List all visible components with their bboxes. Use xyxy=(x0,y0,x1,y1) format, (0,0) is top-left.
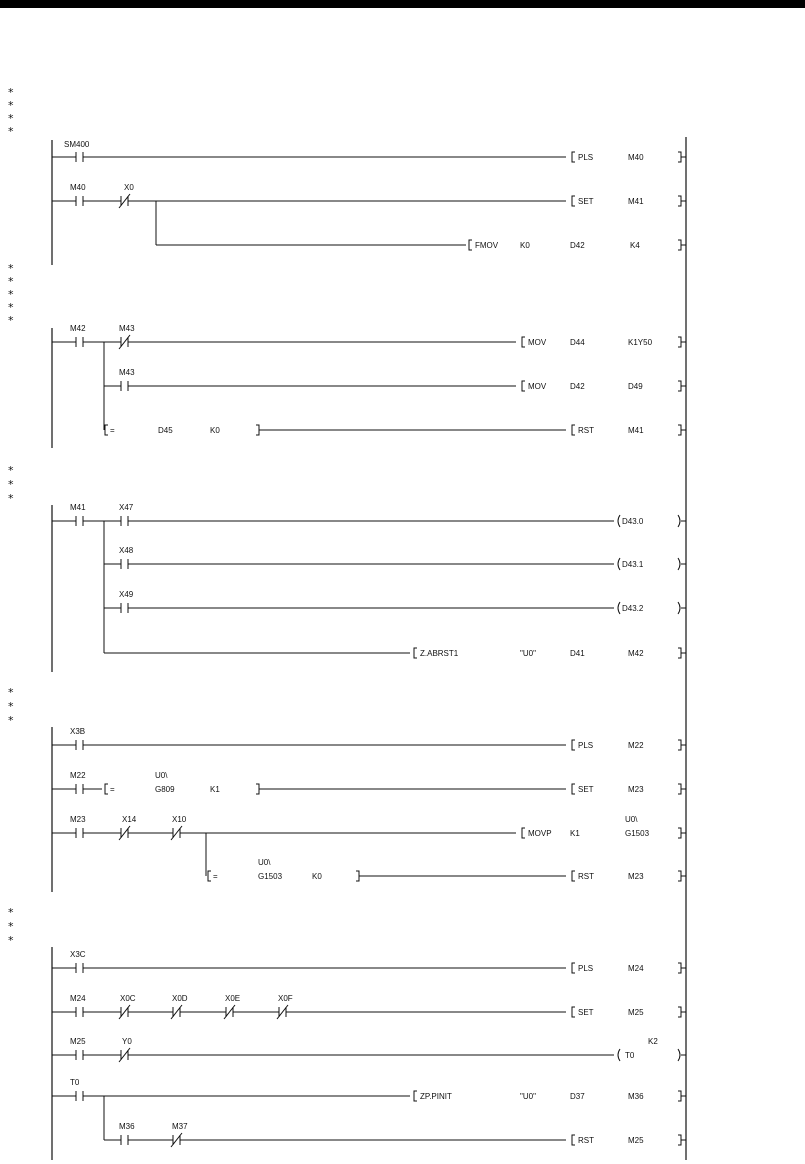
comment-marker: * xyxy=(8,112,14,125)
rung-9 xyxy=(52,994,686,1019)
contact-label: X49 xyxy=(119,590,134,599)
comment-marker: * xyxy=(8,99,14,112)
contact-label: M22 xyxy=(70,771,86,780)
comment-marker: * xyxy=(8,492,14,505)
instruction-op: RST xyxy=(578,426,594,435)
comment-marker: * xyxy=(8,275,14,288)
instruction-op: SET xyxy=(578,197,594,206)
instruction-operand: K0 xyxy=(520,241,530,250)
contact-label: M41 xyxy=(70,503,86,512)
instruction-op: RST xyxy=(578,1136,594,1145)
rung-4 xyxy=(52,503,686,658)
instruction-operand: D44 xyxy=(570,338,585,347)
comment-marker: * xyxy=(8,314,14,327)
coil-device: D43.1 xyxy=(622,560,644,569)
rung-3 xyxy=(52,324,686,435)
comment-marker: * xyxy=(8,301,14,314)
contact-label: M25 xyxy=(70,1037,86,1046)
rung-8 xyxy=(52,950,686,973)
comment-marker: * xyxy=(8,714,14,727)
comment-marker: * xyxy=(8,125,14,138)
instruction-operand: M41 xyxy=(628,426,644,435)
compare-operand: G1503 xyxy=(258,872,283,881)
rung-5 xyxy=(52,727,686,750)
comment-markers xyxy=(8,86,14,947)
contact-label: X3B xyxy=(70,727,86,736)
contact-label: X10 xyxy=(172,815,187,824)
instruction-operand: "U0" xyxy=(520,1092,536,1101)
instruction-operand: M41 xyxy=(628,197,644,206)
instruction-operand: G1503 xyxy=(625,829,650,838)
instruction-op: SET xyxy=(578,1008,594,1017)
compare-prefix: U0\ xyxy=(155,771,168,780)
compare-operand: D45 xyxy=(158,426,173,435)
contact-label: M42 xyxy=(70,324,86,333)
instruction-operand: D42 xyxy=(570,382,585,391)
coil-setting: K2 xyxy=(648,1037,658,1046)
instruction-op: FMOV xyxy=(475,241,499,250)
instruction-op: Z.ABRST1 xyxy=(420,649,459,658)
instruction-op: SET xyxy=(578,785,594,794)
contact-label: M37 xyxy=(172,1122,188,1131)
instruction-bracket-open xyxy=(572,152,575,162)
coil-open xyxy=(618,515,620,527)
instruction-op: MOV xyxy=(528,382,547,391)
rails xyxy=(52,137,686,1160)
coil-device: D43.2 xyxy=(622,604,644,613)
instruction-operand: M40 xyxy=(628,153,644,162)
rung-11 xyxy=(52,1078,686,1147)
comment-marker: * xyxy=(8,920,14,933)
comment-marker: * xyxy=(8,686,14,699)
comment-marker: * xyxy=(8,288,14,301)
contact-label: X0D xyxy=(172,994,188,1003)
contact-label: M43 xyxy=(119,368,135,377)
compare-operand: K1 xyxy=(210,785,220,794)
instruction-operand: M25 xyxy=(628,1136,644,1145)
instruction-operand: M23 xyxy=(628,785,644,794)
compare-op: = xyxy=(110,426,115,435)
instruction-op: ZP.PINIT xyxy=(420,1092,452,1101)
instruction-operand: M22 xyxy=(628,741,644,750)
compare-op: = xyxy=(110,785,115,794)
contact-label: T0 xyxy=(70,1078,80,1087)
instruction-operand: M23 xyxy=(628,872,644,881)
contact-label: Y0 xyxy=(122,1037,132,1046)
instruction-op: RST xyxy=(578,872,594,881)
comment-marker: * xyxy=(8,934,14,947)
instruction-operand: M36 xyxy=(628,1092,644,1101)
comment-marker: * xyxy=(8,478,14,491)
instruction-op: PLS xyxy=(578,153,594,162)
compare-operand: K0 xyxy=(312,872,322,881)
comment-marker: * xyxy=(8,700,14,713)
contact-label: X48 xyxy=(119,546,134,555)
contact-label: M23 xyxy=(70,815,86,824)
instruction-operand: D49 xyxy=(628,382,643,391)
contact-label: X0 xyxy=(124,183,134,192)
instruction-operand: "U0" xyxy=(520,649,536,658)
instruction-operand: K1 xyxy=(570,829,580,838)
contact-label: SM400 xyxy=(64,140,90,149)
compare-op: = xyxy=(213,872,218,881)
coil-close xyxy=(678,515,680,527)
instruction-operand: D37 xyxy=(570,1092,585,1101)
contact-label: M36 xyxy=(119,1122,135,1131)
instruction-op: PLS xyxy=(578,741,594,750)
instruction-operand: M42 xyxy=(628,649,644,658)
contact-label: X0E xyxy=(225,994,241,1003)
instruction-operand: D41 xyxy=(570,649,585,658)
instruction-operand: K1Y50 xyxy=(628,338,653,347)
compare-operand: K0 xyxy=(210,426,220,435)
contact-label: M43 xyxy=(119,324,135,333)
coil-device: D43.0 xyxy=(622,517,644,526)
rung-2 xyxy=(52,183,686,250)
instruction-bracket-close xyxy=(678,152,681,162)
contact-label: X14 xyxy=(122,815,137,824)
instruction-op: MOV xyxy=(528,338,547,347)
instruction-prefix: U0\ xyxy=(625,815,638,824)
coil-device: T0 xyxy=(625,1051,635,1060)
contact-label: X3C xyxy=(70,950,86,959)
contact-label: M40 xyxy=(70,183,86,192)
comment-marker: * xyxy=(8,906,14,919)
rung-6 xyxy=(52,771,686,794)
contact-label: X0C xyxy=(120,994,136,1003)
comment-marker: * xyxy=(8,86,14,99)
instruction-operand: K4 xyxy=(630,241,640,250)
rung-10 xyxy=(52,1037,686,1062)
comment-marker: * xyxy=(8,464,14,477)
rung-1 xyxy=(52,140,686,162)
instruction-operand: M25 xyxy=(628,1008,644,1017)
contact-label: M24 xyxy=(70,994,86,1003)
comment-marker: * xyxy=(8,262,14,275)
contact-label: X47 xyxy=(119,503,134,512)
contact-label: X0F xyxy=(278,994,293,1003)
instruction-op: PLS xyxy=(578,964,594,973)
instruction-operand: D42 xyxy=(570,241,585,250)
compare-operand: G809 xyxy=(155,785,175,794)
compare-prefix: U0\ xyxy=(258,858,271,867)
rung-7 xyxy=(52,815,686,881)
instruction-operand: M24 xyxy=(628,964,644,973)
instruction-op: MOVP xyxy=(528,829,552,838)
